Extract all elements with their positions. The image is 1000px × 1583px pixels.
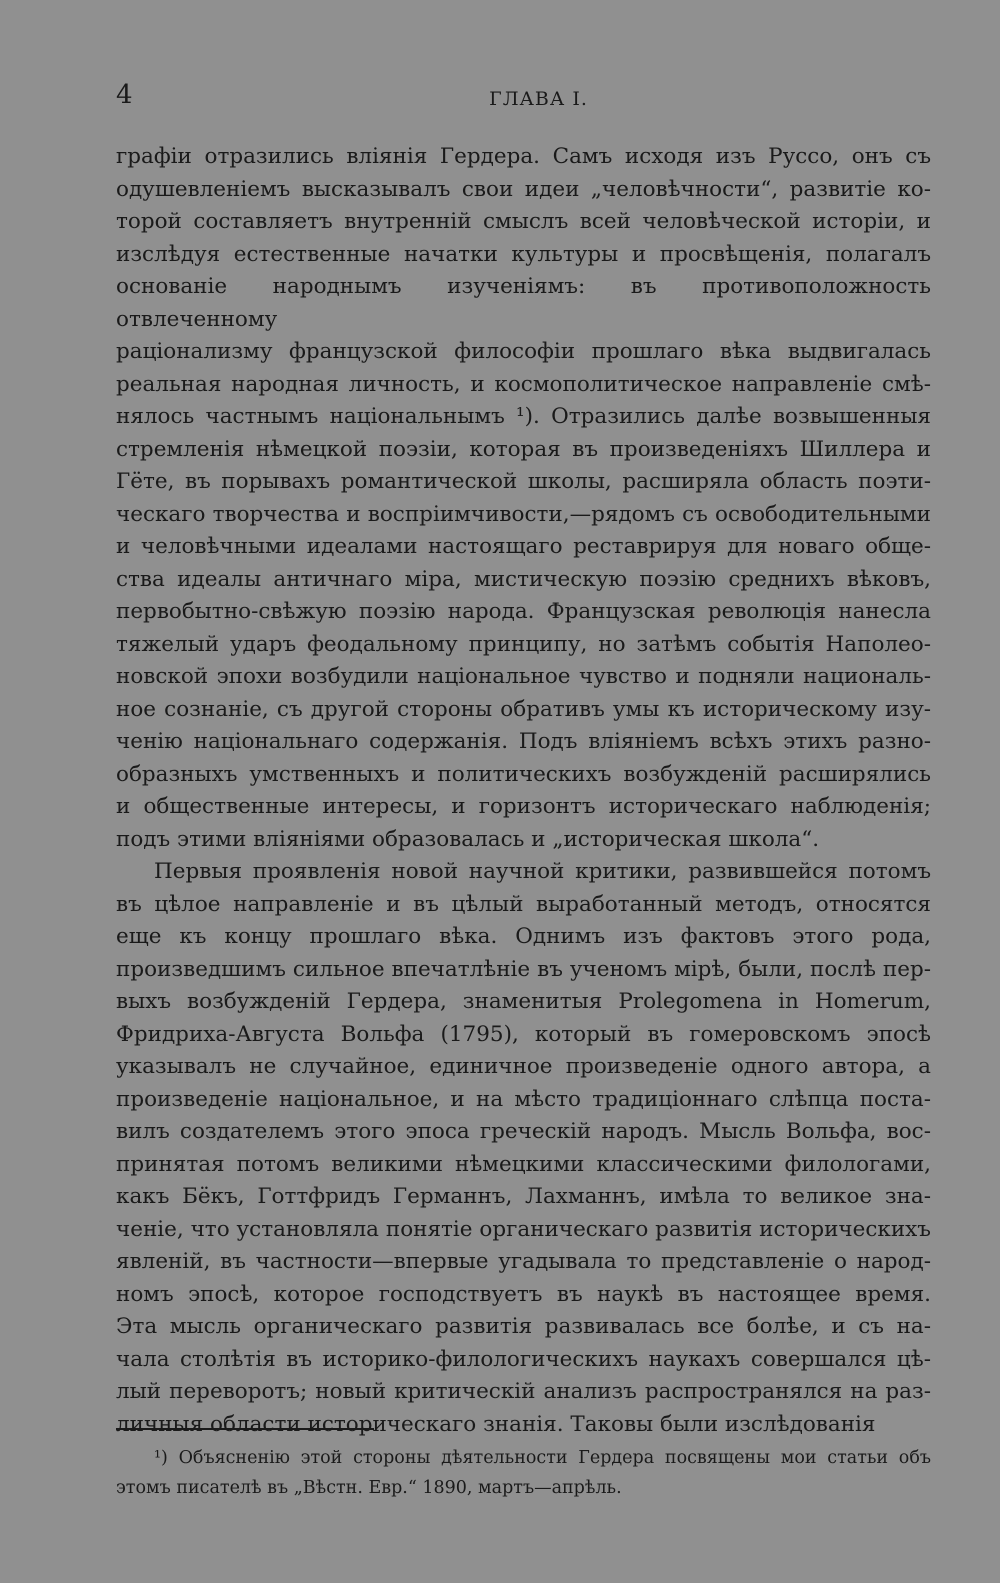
text-line: тяжелый ударъ феодальному принципу, но затѣмъ событія Наполео- — [116, 631, 931, 657]
text-line: новской эпохи возбудили національное чувство и подняли националь- — [116, 664, 931, 689]
text-line: выхъ возбужденій Гердера, знаменитыя Prolegomena in Homerum, — [116, 989, 931, 1014]
text-line: явленій, въ частности—впервые угадывала то представленіе о народ- — [116, 1249, 931, 1274]
text-line: еще къ концу прошлаго вѣка. Однимъ изъ фактовъ этого рода, — [116, 924, 931, 949]
text-line: принятая потомъ великими нѣмецкими классическими филологами, — [116, 1151, 931, 1177]
footnote-line: ¹) Объясненію этой стороны дѣятельности Гердера посвящены мои статьи объ — [154, 1448, 931, 1468]
text-line: чала столѣтія въ историко-филологическихъ наукахъ совершался цѣ- — [116, 1346, 931, 1372]
text-line: Гёте, въ порывахъ романтической школы, расширяла область поэти- — [116, 469, 931, 494]
text-line: ства идеалы античнаго міра, мистическую поэзію среднихъ вѣковъ, — [116, 566, 931, 592]
text-line: ченію національнаго содержанія. Подъ вліяніемъ всѣхъ этихъ разно- — [116, 729, 931, 754]
text-line: ное сознаніе, съ другой стороны обративъ умы къ историческому изу- — [116, 696, 931, 722]
text-line: лый переворотъ; новый критическій анализъ распространялся на раз- — [116, 1379, 931, 1404]
footnote-rule — [116, 1428, 374, 1430]
text-line: нялось частнымъ національнымъ ¹). Отразились далѣе возвышенныя — [116, 404, 931, 429]
text-line: торой составляетъ внутренній смыслъ всей человѣческой исторіи, и — [116, 209, 931, 234]
paragraph-1 — [116, 141, 931, 856]
text-line: какъ Бёкъ, Готтфридъ Германнъ, Лахманнъ, имѣла то великое зна- — [116, 1184, 931, 1209]
text-line: личныя области историческаго знанія. Таковы были изслѣдованія — [116, 1411, 876, 1437]
text-line: въ цѣлое направленіе и въ цѣлый выработанный методъ, относятся — [116, 891, 931, 917]
text-line: одушевленіемъ высказывалъ свои идеи „человѣчности“, развитіе ко- — [116, 176, 931, 202]
text-line: образныхъ умственныхъ и политическихъ возбужденій расширялись — [116, 761, 931, 787]
text-line: раціонализму французской философіи прошлаго вѣка выдвигалась — [116, 339, 931, 364]
text-line: ченіе, что установляла понятіе органическаго развитія историческихъ — [116, 1216, 931, 1242]
text-line: Эта мысль органическаго развитія развивалась все болѣе, и съ на- — [116, 1314, 931, 1339]
text-line: изслѣдуя естественные начатки культуры и просвѣщенія, полагалъ — [116, 241, 931, 267]
footnote-line: этомъ писателѣ въ „Вѣстн. Евр.“ 1890, мартъ—апрѣль. — [116, 1478, 622, 1498]
text-line: реальная народная личность, и космополитическое направленіе смѣ- — [116, 371, 931, 397]
page-header — [116, 80, 931, 120]
text-line: произведеніе національное, и на мѣсто традиціоннаго слѣпца поста- — [116, 1086, 931, 1112]
text-line: ческаго творчества и воспріимчивости,—рядомъ съ освободительными — [116, 501, 931, 527]
text-line: указывалъ не случайное, единичное произведеніе одного автора, а — [116, 1054, 931, 1079]
text-line: номъ эпосѣ, которое господствуетъ въ наукѣ въ настоящее время. — [116, 1281, 931, 1307]
page-number: 4 — [116, 80, 133, 110]
text-line: вилъ создателемъ этого эпоса греческій народъ. Мысль Вольфа, вос- — [116, 1119, 931, 1144]
paragraph-2 — [116, 856, 931, 1441]
text-line: Первыя проявленія новой научной критики, развившейся потомъ — [154, 859, 931, 884]
text-line: первобытно-свѣжую поэзію народа. Французская революція нанесла — [116, 599, 931, 624]
text-line: и общественные интересы, и горизонтъ историческаго наблюденія; — [116, 794, 931, 819]
text-line: произведшимъ сильное впечатлѣніе въ ученомъ мірѣ, были, послѣ пер- — [116, 956, 931, 982]
text-line: графіи отразились вліянія Гердера. Самъ исходя изъ Руссо, онъ съ — [116, 144, 931, 169]
body-text — [116, 141, 931, 1441]
running-head: ГЛАВА I. — [489, 88, 588, 110]
footnote — [116, 1443, 931, 1503]
text-line: стремленія нѣмецкой поэзіи, которая въ произведеніяхъ Шиллера и — [116, 436, 931, 462]
text-line: и человѣчными идеалами настоящаго реставрируя для новаго обще- — [116, 534, 931, 559]
text-line: Фридриха-Августа Вольфа (1795), который въ гомеровскомъ эпосѣ — [116, 1021, 931, 1047]
text-line: подъ этими вліяніями образовалась и „историческая школа“. — [116, 826, 820, 852]
text-line: основаніе народнымъ изученіямъ: въ противоположность отвлеченному — [116, 274, 931, 332]
